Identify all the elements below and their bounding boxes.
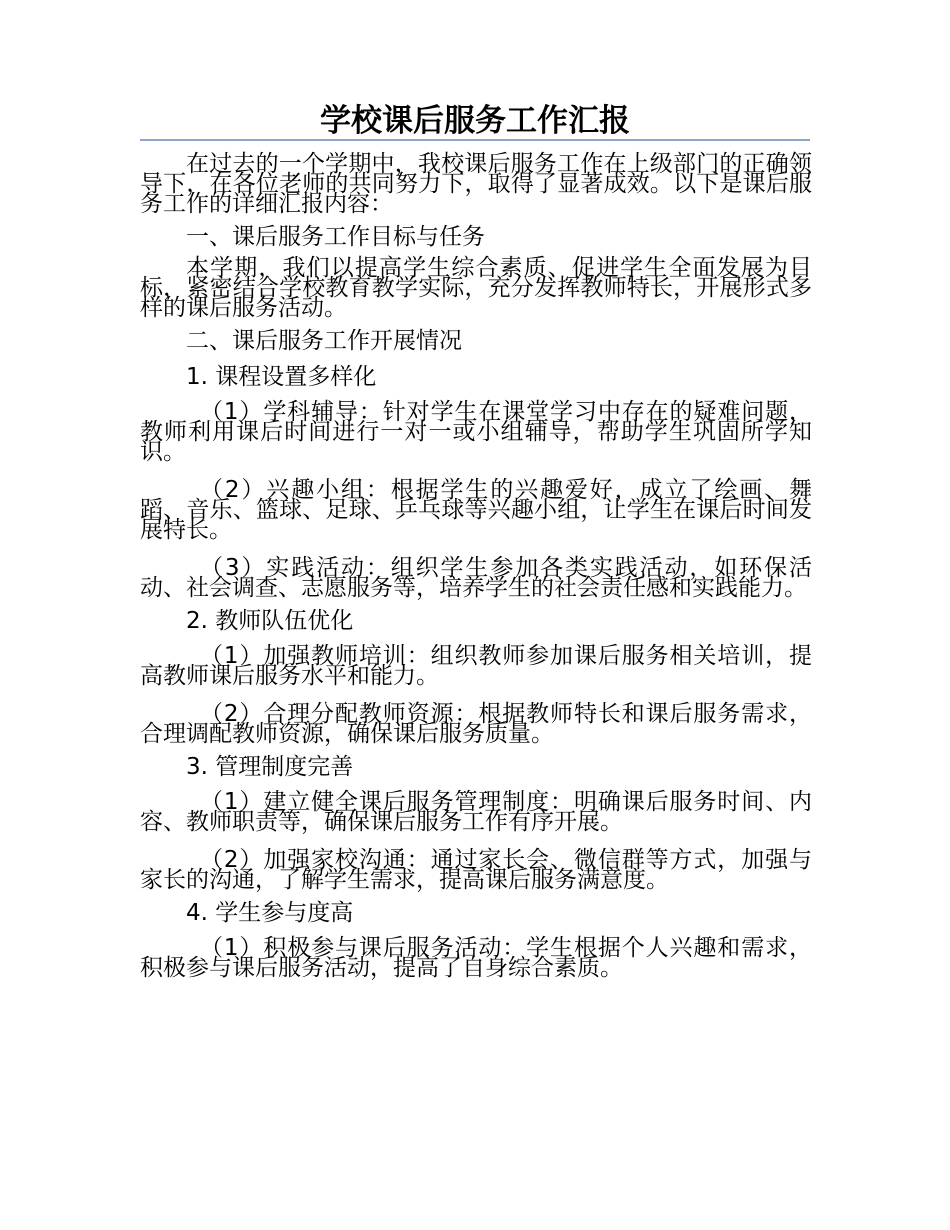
subsection-heading-2-2: 2. 教师队伍优化 <box>186 608 354 634</box>
item-2-4-1: （1）积极参与课后服务活动：学生根据个人兴趣和需求，积极参与课后服务活动，提高了自身综合素质。 <box>140 935 812 981</box>
item-2-1-3: （3）实践活动：组织学生参加各类实践活动，如环保活动、社会调查、志愿服务等，培养学生的社会责任感和实践能力。 <box>140 555 812 601</box>
item-2-3-1: （1）建立健全课后服务管理制度：明确课后服务时间、内容、教师职责等，确保课后服务工作有序开展。 <box>140 789 812 835</box>
title-underline <box>140 139 810 141</box>
intro-paragraph: 在过去的一个学期中，我校课后服务工作在上级部门的正确领导下，在各位老师的共同努力下，取得了显著成效。以下是课后服务工作的详细汇报内容： <box>140 151 812 217</box>
item-2-3-2: （2）加强家校沟通：通过家长会、微信群等方式，加强与家长的沟通，了解学生需求，提高课后服务满意度。 <box>140 847 812 893</box>
subsection-heading-2-1: 1. 课程设置多样化 <box>186 364 377 390</box>
item-2-1-2: （2）兴趣小组：根据学生的兴趣爱好，成立了绘画、舞蹈、音乐、篮球、足球、乒乓球等兴趣小组，让学生在课后时间发展特长。 <box>140 477 812 543</box>
section-heading-1: 一、课后服务工作目标与任务 <box>186 224 485 250</box>
section-heading-2: 二、课后服务工作开展情况 <box>186 328 462 354</box>
item-2-2-1: （1）加强教师培训：组织教师参加课后服务相关培训，提高教师课后服务水平和能力。 <box>140 643 812 689</box>
section-1-paragraph: 本学期，我们以提高学生综合素质、促进学生全面发展为目标，紧密结合学校教育教学实际，充分发挥教师特长，开展形式多样的课后服务活动。 <box>140 255 812 321</box>
subsection-heading-2-3: 3. 管理制度完善 <box>186 754 354 780</box>
subsection-heading-2-4: 4. 学生参与度高 <box>186 900 354 926</box>
document-title: 学校课后服务工作汇报 <box>320 103 630 139</box>
item-2-1-1: （1）学科辅导：针对学生在课堂学习中存在的疑难问题，教师利用课后时间进行一对一或小组辅导，帮助学生巩固所学知识。 <box>140 399 812 465</box>
document-body <box>140 151 812 981</box>
item-2-2-2: （2）合理分配教师资源：根据教师特长和课后服务需求，合理调配教师资源，确保课后服务质量。 <box>140 701 812 747</box>
